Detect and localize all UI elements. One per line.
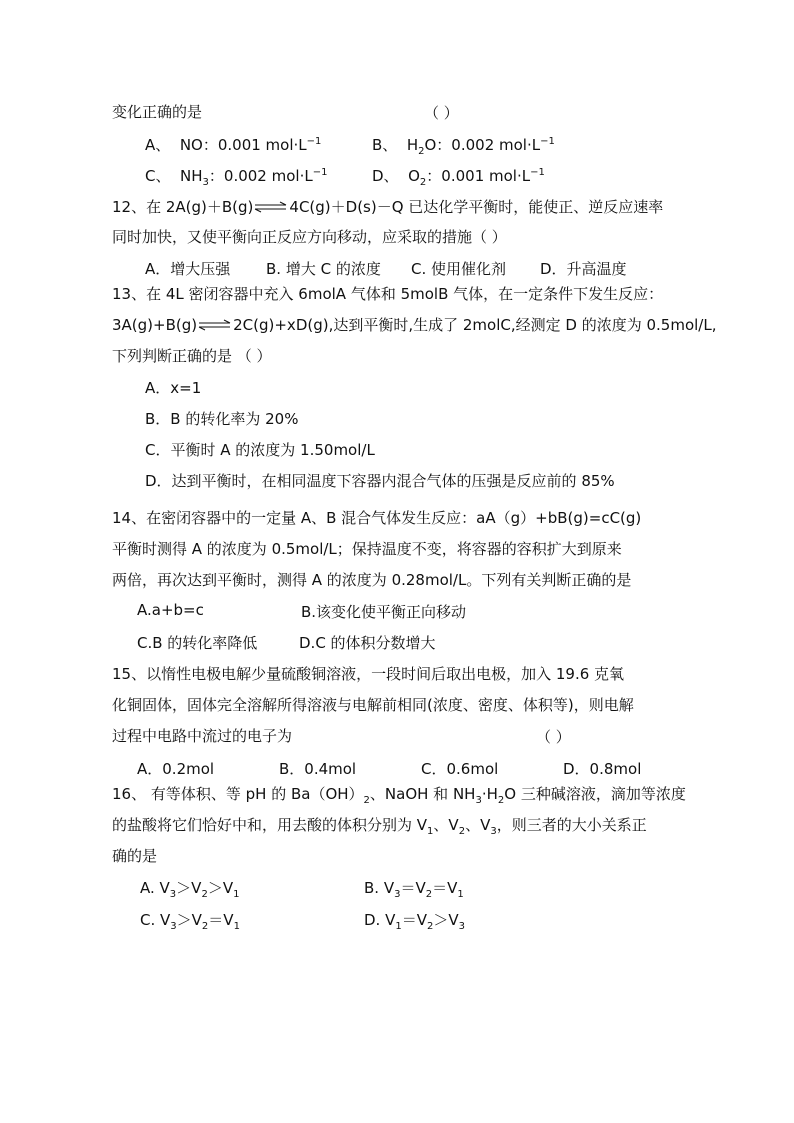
q11-option-d: D、 $O_2$：0.001 $mol\cdot L^{-1}$ xyxy=(372,167,545,188)
q13-option-b: B．B 的转化率为 20% xyxy=(145,410,299,428)
q15-answer-paren: （ ） xyxy=(536,728,571,746)
q15-stem-line1: 15、以惰性电极电解少量硫酸铜溶液，一段时间后取出电极，加入 19.6 克氧 xyxy=(112,665,625,683)
q12-option-a: A．增大压强 xyxy=(145,260,231,278)
q16-option-b: B. $V_3=V_2=V_1$ xyxy=(364,879,464,900)
q12-option-d: D．升高温度 xyxy=(540,260,627,278)
q11-option-b: B、 $H_2O$：0.002 $mol\cdot L^{-1}$ xyxy=(372,136,555,157)
q15-option-d: D．0.8mol xyxy=(563,760,642,778)
q11-answer-paren: （ ） xyxy=(424,104,459,122)
q14-stem-line1: 14、在密闭容器中的一定量 A、B 混合气体发生反应：aA（g）+bB(g)=cC(g) xyxy=(112,509,642,527)
q15-option-c: C．0.6mol xyxy=(421,760,499,778)
q14-option-d: D.C 的体积分数增大 xyxy=(299,634,436,652)
q15-option-a: A．0.2mol xyxy=(137,760,215,778)
q16-option-a: A. $V_3>V_2>V_1$ xyxy=(140,879,240,900)
q11-option-a: A、 NO：0.001 $mol\cdot L^{-1}$ xyxy=(145,136,322,154)
q16-stem-line2: 的盐酸将它们恰好中和，用去酸的体积分别为 $V_1$、$V_2$、$V_3$，则三者的大小关系正 xyxy=(112,816,647,837)
q13-option-a: A．x=1 xyxy=(145,379,202,397)
equilibrium-arrow-icon xyxy=(198,321,232,331)
q16-stem-line1: 16、 有等体积、等 pH 的 $Ba(OH)_2$、NaOH 和 $NH_3\cdot H_2O$ 三种碱溶液，滴加等浓度 xyxy=(112,785,686,806)
q15-stem-line3: 过程中电路中流过的电子为 xyxy=(112,727,293,745)
q13-option-d: D．达到平衡时，在相同温度下容器内混合气体的压强是反应前的 85% xyxy=(145,472,615,490)
q13-option-c: C．平衡时 A 的浓度为 1.50mol/L xyxy=(145,441,375,459)
q13-stem-line1: 13、在 4L 密闭容器中充入 6molA 气体和 5molB 气体，在一定条件下发生反应： xyxy=(112,285,664,303)
q16-stem-line3: 确的是 xyxy=(112,847,158,865)
q16-option-d: D. $V_1=V_2>V_3$ xyxy=(364,911,466,932)
q14-option-b: B.该变化使平衡正向移动 xyxy=(301,603,467,621)
q14-stem-line2: 平衡时测得 A 的浓度为 0.5mol/L；保持温度不变，将容器的容积扩大到原来 xyxy=(112,540,622,558)
equilibrium-arrow-icon xyxy=(254,203,288,213)
q12-option-b: B. 增大 C 的浓度 xyxy=(266,260,381,278)
q15-stem-line2: 化铜固体，固体完全溶解所得溶液与电解前相同(浓度、密度、体积等)，则电解 xyxy=(112,696,634,714)
q12-stem-line2: 同时加快，又使平衡向正反应方向移动，应采取的措施（ ） xyxy=(112,228,507,246)
q12-stem-line1: 12、在 2A(g)＋B(g) 4C(g)＋D(s)－Q 已达化学平衡时，能使正、逆反应速率 xyxy=(112,198,664,216)
q12-option-c: C. 使用催化剂 xyxy=(411,260,507,278)
q15-option-b: B．0.4mol xyxy=(279,760,357,778)
q16-option-c: C. $V_3>V_2=V_1$ xyxy=(140,911,240,932)
q14-option-c: C.B 的转化率降低 xyxy=(137,634,258,652)
q13-stem-line2: 3A(g)+B(g) 2C(g)+xD(g),达到平衡时,生成了 2molC,经测定 D 的浓度为 0.5mol/L, xyxy=(112,316,717,334)
q11-option-c: C、 $NH_3$：0.002 $mol\cdot L^{-1}$ xyxy=(145,167,328,188)
q14-stem-line3: 两倍，再次达到平衡时，测得 A 的浓度为 0.28mol/L。下列有关判断正确的是 xyxy=(112,571,632,589)
q13-stem-line3: 下列判断正确的是 （ ） xyxy=(112,347,272,365)
q14-option-a: A.a+b=c xyxy=(137,601,204,619)
q11-stem-tail: 变化正确的是 xyxy=(112,103,203,121)
